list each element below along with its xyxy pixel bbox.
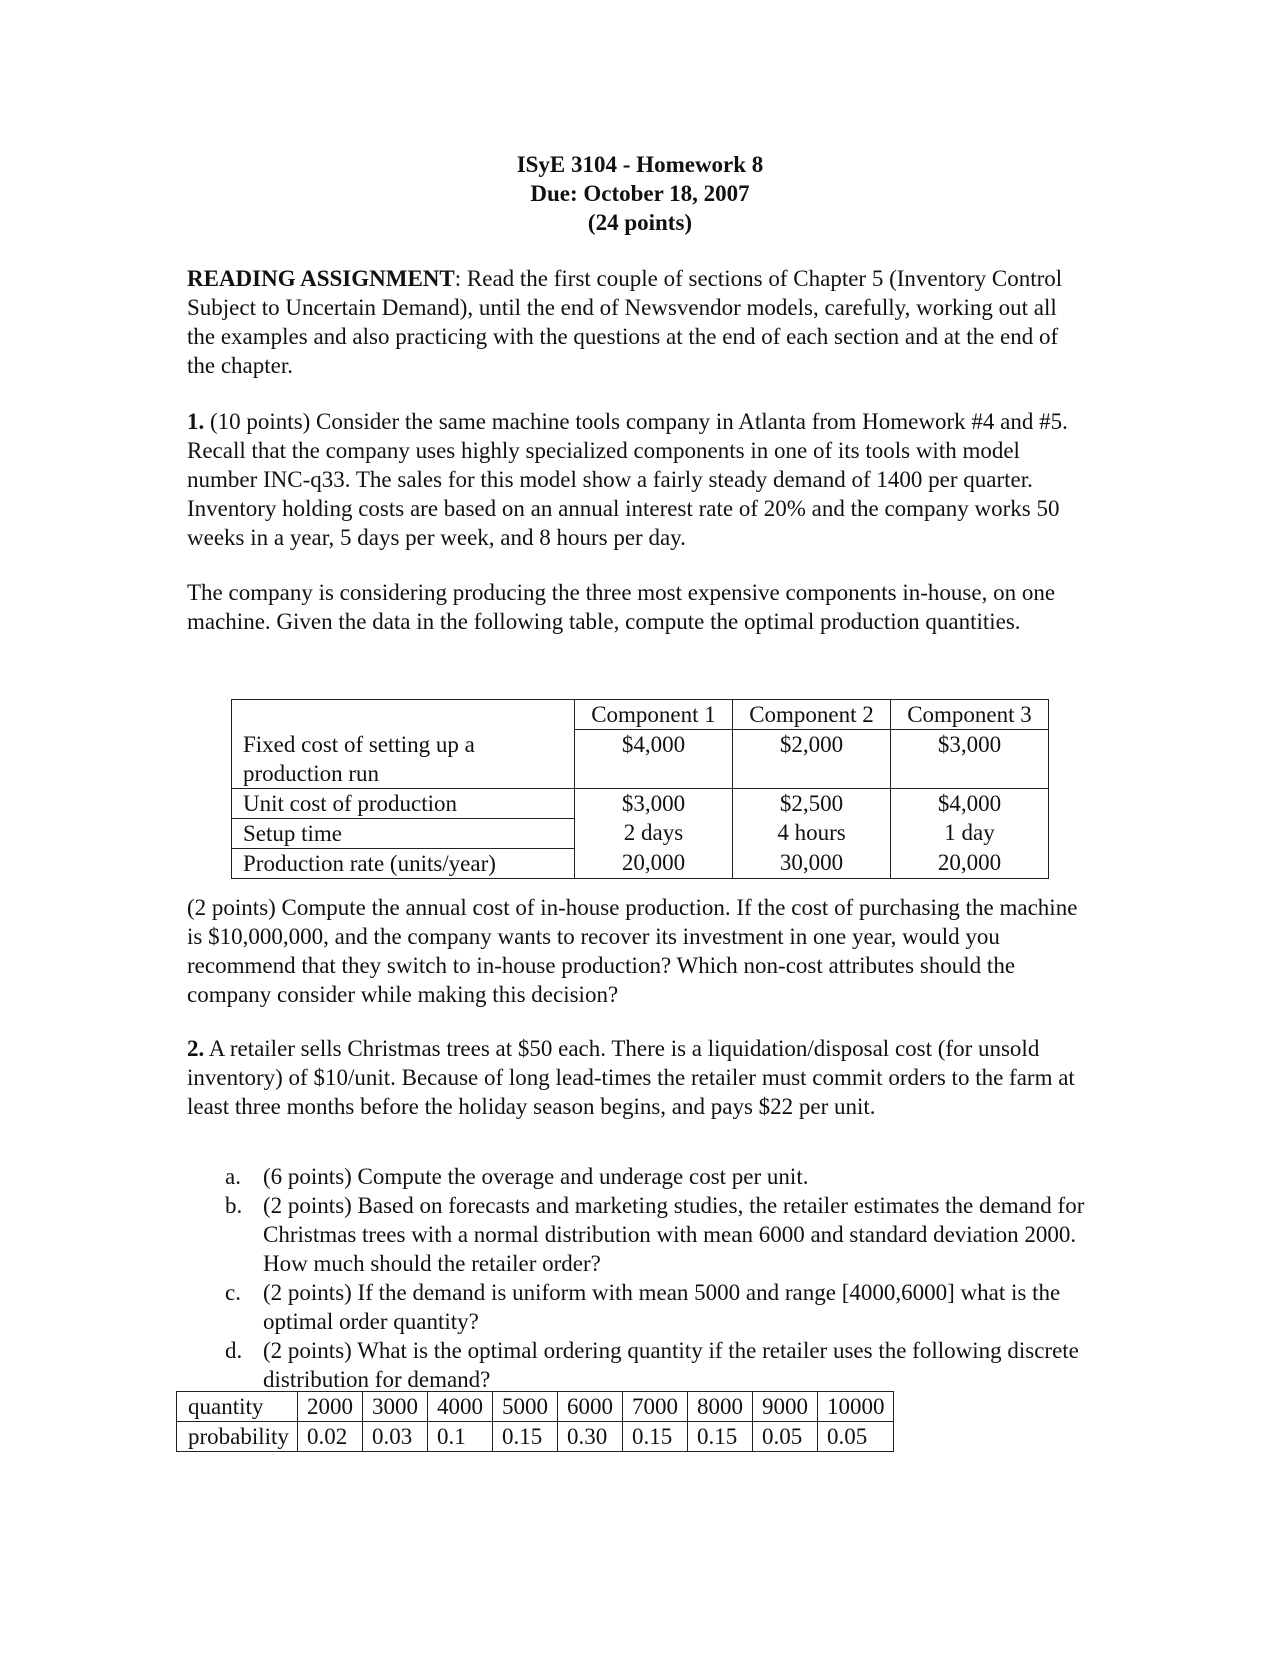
- reading-label: READING ASSIGNMENT: [187, 266, 455, 291]
- part-text: (2 points) If the demand is uniform with mean 5000 and range [4000,6000] what is the optimal order quantity?: [263, 1280, 1061, 1334]
- question-2-number: 2.: [187, 1036, 205, 1061]
- table-cell: 10000: [817, 1392, 894, 1422]
- reading-assignment: [187, 264, 1087, 380]
- question-2: [187, 1034, 1087, 1121]
- table-cell: 2000: [297, 1392, 362, 1422]
- total-points: (24 points): [587, 210, 693, 235]
- table-cell: 5000: [492, 1392, 557, 1422]
- table-cell: 0.15: [687, 1422, 752, 1452]
- table-cell: 8000: [687, 1392, 752, 1422]
- list-item: [225, 1278, 1095, 1336]
- table-cell: 4 hours: [733, 818, 891, 848]
- table-cell: $3,000: [891, 730, 1049, 789]
- part-text: (6 points) Compute the overage and underage cost per unit.: [263, 1164, 809, 1189]
- component-table: [231, 699, 1049, 879]
- quantity-label: quantity: [177, 1392, 298, 1422]
- table-cell: $2,500: [733, 788, 891, 818]
- table-row: [232, 788, 1049, 818]
- list-item: [225, 1336, 1095, 1394]
- part-marker: a.: [225, 1164, 241, 1189]
- table-row: [232, 730, 1049, 789]
- table-cell: 9000: [752, 1392, 817, 1422]
- reading-text: : Read the first couple of sections of Chapter 5 (Inventory Control Subject to Uncertain Demand), until the end of Newsvendor models, carefully, working out all the examples and also practicing with the questions at the end of each section and at the end of the chapter.: [187, 266, 1063, 378]
- question-1-number: 1.: [187, 409, 205, 434]
- table-cell: 0.02: [297, 1422, 362, 1452]
- table-cell: $4,000: [891, 788, 1049, 818]
- table-cell: 20,000: [891, 848, 1049, 878]
- question-1-text: (10 points) Consider the same machine tools company in Atlanta from Homework #4 and #5. Recall that the company uses highly specialized components in one of its tools with model number INC-q33. The sales for this model show a fairly steady demand of 1400 per quarter. Inventory holding costs are based on an annual interest rate of 20% and the company works 50 weeks in a year, 5 days per week, and 8 hours per day.: [187, 409, 1068, 550]
- table-cell: 0.05: [752, 1422, 817, 1452]
- row-label-unit-cost: Unit cost of production: [232, 788, 575, 818]
- probability-label: probability: [177, 1422, 298, 1452]
- document-header: [0, 150, 1280, 237]
- table-cell: 2 days: [575, 818, 733, 848]
- table-cell: 20,000: [575, 848, 733, 878]
- table-row: [232, 848, 1049, 878]
- part-marker: c.: [225, 1280, 241, 1305]
- table-cell: 1 day: [891, 818, 1049, 848]
- part-marker: b.: [225, 1193, 243, 1218]
- table-cell: $2,000: [733, 730, 891, 789]
- table-cell: 0.15: [492, 1422, 557, 1452]
- table-cell: 0.03: [362, 1422, 427, 1452]
- table-header-row: [232, 700, 1049, 730]
- part-text: (2 points) Based on forecasts and marketing studies, the retailer estimates the demand for Christmas trees with a normal distribution with mean 6000 and standard deviation 2000. How much should the retailer order?: [263, 1193, 1085, 1276]
- table-cell: $4,000: [575, 730, 733, 789]
- header-component-3: Component 3: [891, 700, 1049, 730]
- row-label-fixed-cost: Fixed cost of setting up a production run: [232, 730, 575, 789]
- table-cell: 0.30: [557, 1422, 622, 1452]
- part-text: (2 points) What is the optimal ordering quantity if the retailer uses the following discrete distribution for demand?: [263, 1338, 1079, 1392]
- part-marker: d.: [225, 1338, 243, 1363]
- question-1-paragraph-2: The company is considering producing the three most expensive components in-house, on one machine. Given the data in the following table, compute the optimal production quantities.: [187, 580, 1056, 634]
- question-2-text: A retailer sells Christmas trees at $50 each. There is a liquidation/disposal cost (for unsold inventory) of $10/unit. Because of long lead-times the retailer must commit orders to the farm at least three months before the holiday season begins, and pays $22 per unit.: [187, 1036, 1075, 1119]
- table-cell: 3000: [362, 1392, 427, 1422]
- course-title: ISyE 3104 - Homework 8: [516, 152, 764, 177]
- question-2-parts: [225, 1162, 1095, 1394]
- probability-row: [177, 1422, 894, 1452]
- table-cell: $3,000: [575, 788, 733, 818]
- table-cell: 0.1: [427, 1422, 492, 1452]
- table-row: [232, 818, 1049, 848]
- quantity-row: [177, 1392, 894, 1422]
- question-1: [187, 407, 1087, 552]
- list-item: [225, 1162, 1095, 1191]
- demand-distribution-table: [176, 1391, 894, 1452]
- row-label-setup-time: Setup time: [232, 818, 575, 848]
- list-item: [225, 1191, 1095, 1278]
- header-component-2: Component 2: [733, 700, 891, 730]
- question-1-paragraph-3: (2 points) Compute the annual cost of in-house production. If the cost of purchasing the machine is $10,000,000, and the company wants to recover its investment in one year, would you recommend that they switch to in-house production? Which non-cost attributes should the company consider while making this decision?: [187, 895, 1078, 1007]
- table-cell: 0.05: [817, 1422, 894, 1452]
- table-cell: 0.15: [622, 1422, 687, 1452]
- table-cell: 6000: [557, 1392, 622, 1422]
- table-cell: 30,000: [733, 848, 891, 878]
- table-cell: 4000: [427, 1392, 492, 1422]
- due-date: Due: October 18, 2007: [530, 181, 750, 206]
- header-component-1: Component 1: [575, 700, 733, 730]
- table-cell: 7000: [622, 1392, 687, 1422]
- row-label-production-rate: Production rate (units/year): [232, 848, 575, 878]
- table-corner-cell: [232, 700, 575, 730]
